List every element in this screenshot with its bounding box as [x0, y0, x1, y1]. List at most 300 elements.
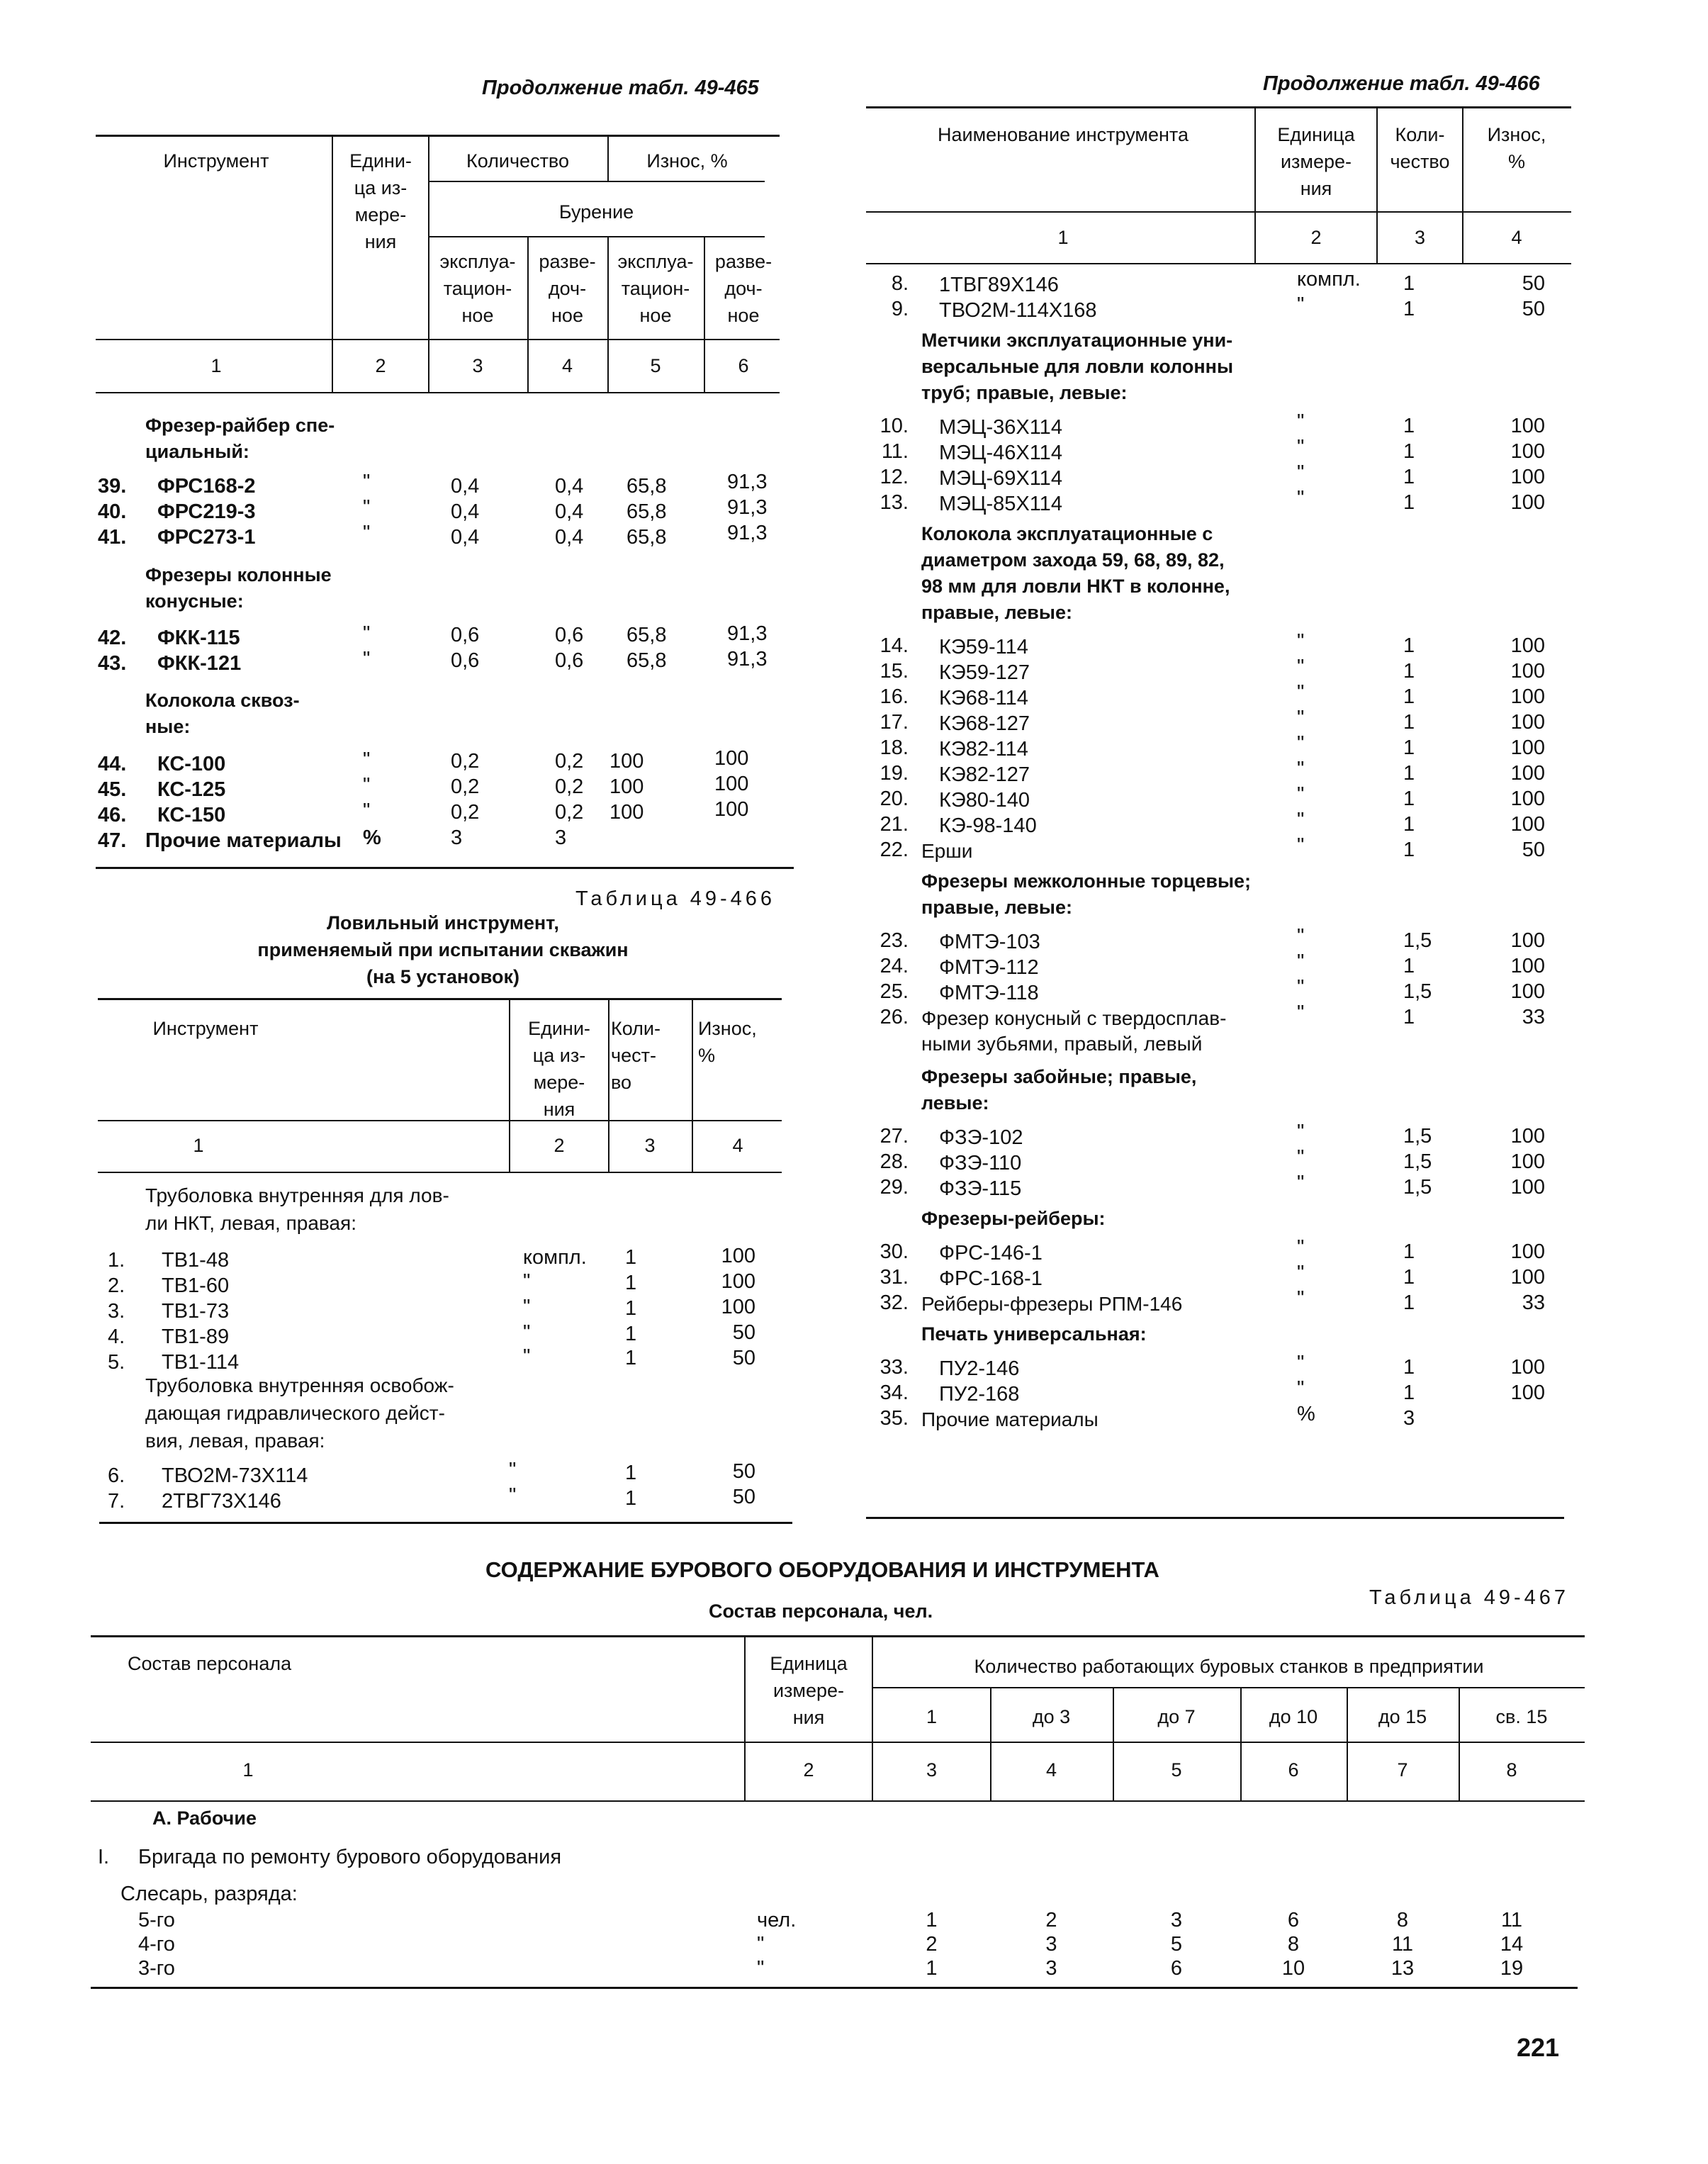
qty-exploitation: 0,6 — [451, 624, 480, 646]
quantity: 1,5 — [1403, 1150, 1432, 1173]
row-number: 7. — [108, 1490, 125, 1513]
instrument-name: КЭ59-114 — [939, 636, 1028, 658]
staff-count: 1 — [926, 1909, 938, 1932]
wear: 50 — [1522, 298, 1545, 320]
wear: 100 — [1510, 787, 1545, 810]
instrument-name: МЭЦ-85Х114 — [939, 493, 1062, 515]
unit: " — [523, 1296, 531, 1318]
quantity: 1 — [1403, 415, 1415, 437]
rule — [96, 135, 780, 137]
unit: % — [1297, 1403, 1315, 1425]
wear: 50 — [732, 1321, 755, 1344]
rule — [91, 1635, 1585, 1637]
rule — [91, 1987, 1578, 1989]
qty-exploitation: 3 — [451, 826, 463, 849]
wear: 100 — [1510, 440, 1545, 463]
wear: 100 — [1510, 1125, 1545, 1148]
quantity: 1 — [625, 1347, 637, 1369]
row-number: 19. — [880, 762, 909, 785]
qty-exploitation: 0,2 — [451, 750, 480, 773]
row-number: 46. — [98, 804, 127, 826]
group-title: Фрезеры-рейберы: — [921, 1208, 1106, 1229]
rule — [98, 998, 782, 1000]
instrument-name: ФЗЭ-115 — [939, 1177, 1022, 1200]
wear: 100 — [1510, 1176, 1545, 1199]
instrument-name: Прочие материалы — [921, 1408, 1099, 1430]
wear-exploitation: 100 — [609, 750, 644, 773]
col-number: 2 — [803, 1759, 814, 1781]
quantity: 1 — [1403, 1381, 1415, 1404]
wear: 100 — [721, 1270, 755, 1293]
quantity: 1 — [1403, 1266, 1415, 1289]
quantity: 1,5 — [1403, 929, 1432, 952]
instrument-name: ФРС-146-1 — [939, 1242, 1043, 1265]
col-drilling-header: Бурение — [558, 201, 634, 223]
unit: компл. — [523, 1246, 587, 1269]
rule — [91, 1800, 1585, 1802]
unit: " — [1297, 809, 1305, 831]
col-unit-header: Единица измере- ния — [1277, 124, 1355, 199]
group-title: Метчики эксплуатационные уни- версальные для ловли колонны труб; правые, левые: — [921, 330, 1234, 403]
col-number: 3 — [926, 1759, 938, 1781]
col3-header: 1 — [926, 1706, 938, 1727]
col-number: 4 — [732, 1135, 743, 1156]
wear-exploration: 91,3 — [727, 648, 768, 671]
col-number: 7 — [1397, 1759, 1408, 1781]
instrument-name: КЭ82-114 — [939, 738, 1028, 761]
group-a-title: А. Рабочие — [152, 1807, 257, 1829]
unit: " — [1297, 410, 1305, 433]
unit: " — [1297, 630, 1305, 653]
unit: " — [1297, 1172, 1305, 1194]
brigade-number: I. — [98, 1846, 110, 1868]
group-title: Колокола эксплуатационные с диаметром захода 59, 68, 89, 82, 98 мм для ловли НКТ в колонне, правые, левые: — [921, 523, 1230, 623]
unit: " — [1297, 976, 1305, 999]
col-number: 4 — [561, 355, 573, 376]
row-number: 29. — [880, 1176, 909, 1199]
rule — [99, 1522, 792, 1524]
col-qty-header: Коли- чест- во — [611, 1018, 661, 1093]
instrument-name: Рейберы-фрезеры РПМ-146 — [921, 1293, 1183, 1315]
col-number: 1 — [193, 1135, 204, 1156]
instrument-name: ФЗЭ-110 — [939, 1152, 1022, 1174]
rule — [96, 867, 794, 869]
wear-exploitation: 65,8 — [627, 500, 667, 523]
wear-exploration: 100 — [714, 773, 749, 795]
quantity: 1 — [625, 1297, 637, 1320]
instrument-name: Фрезер конусный с твердосплав- ными зубьями, правый, левый — [921, 1007, 1227, 1055]
quantity: 1,5 — [1403, 1176, 1432, 1199]
row-number: 4. — [108, 1325, 125, 1348]
group-title: Печать универсальная: — [921, 1323, 1147, 1345]
col4-header: разве- доч- ное — [539, 251, 596, 326]
wear: 100 — [1510, 415, 1545, 437]
unit: чел. — [757, 1909, 797, 1932]
instrument-name: КЭ80-140 — [939, 789, 1030, 812]
instrument-name: ТВ1-73 — [162, 1300, 230, 1323]
row-number: 35. — [880, 1407, 909, 1430]
col-unit-header: Единица измере- ния — [770, 1653, 848, 1728]
rule — [872, 1687, 1585, 1688]
quantity: 1 — [1403, 1291, 1415, 1314]
wear: 100 — [1510, 929, 1545, 952]
rank-name: 4-го — [138, 1933, 175, 1956]
unit: " — [363, 522, 371, 544]
rule — [96, 392, 780, 393]
col6-header: до 10 — [1269, 1706, 1318, 1727]
quantity: 1 — [1403, 839, 1415, 861]
staff-count: 5 — [1170, 1933, 1183, 1956]
instrument-name: ФКК-115 — [157, 627, 240, 649]
unit: " — [363, 496, 371, 519]
quantity: 1 — [625, 1272, 637, 1294]
col-number: 3 — [644, 1135, 656, 1156]
instrument-name: ТВО2М-73Х114 — [162, 1464, 308, 1487]
wear-exploration: 100 — [714, 798, 749, 821]
instrument-name: ФКК-121 — [157, 652, 242, 675]
unit: " — [363, 622, 371, 645]
wear: 100 — [1510, 980, 1545, 1003]
unit: " — [1297, 1262, 1305, 1284]
instrument-name: МЭЦ-69Х114 — [939, 467, 1062, 490]
row-number: 30. — [880, 1240, 909, 1263]
instrument-name: ТВ1-60 — [162, 1274, 230, 1297]
col-number: 6 — [738, 355, 749, 376]
wear: 100 — [1510, 711, 1545, 734]
staff-count: 3 — [1045, 1957, 1057, 1980]
col-number: 3 — [1414, 227, 1426, 248]
group-title: Фрезеры межколонные торцевые; правые, левые: — [921, 870, 1252, 918]
rule — [98, 1120, 782, 1121]
instrument-name: ФРС273-1 — [157, 526, 256, 549]
quantity: 1 — [1403, 762, 1415, 785]
quantity: 1 — [1403, 440, 1415, 463]
col-number: 5 — [1171, 1759, 1182, 1781]
wear-exploration: 91,3 — [727, 496, 768, 519]
unit: " — [1297, 293, 1305, 316]
wear: 100 — [721, 1245, 755, 1267]
table-467-label: Таблица 49-467 — [1369, 1586, 1570, 1609]
col-number: 2 — [554, 1135, 565, 1156]
table-467-subtitle: Состав персонала, чел. — [709, 1600, 933, 1622]
unit: " — [1297, 1377, 1305, 1400]
unit: " — [1297, 732, 1305, 755]
col-number: 8 — [1506, 1759, 1517, 1781]
wear: 50 — [732, 1347, 755, 1369]
unit: " — [523, 1321, 531, 1344]
unit: " — [1297, 436, 1305, 459]
rule — [866, 211, 1571, 213]
quantity: 1 — [625, 1462, 637, 1484]
row-number: 33. — [880, 1356, 909, 1379]
col-wear-header: Износ, % — [1487, 124, 1546, 172]
unit: " — [363, 800, 371, 822]
rank-name: 5-го — [138, 1909, 175, 1932]
rule — [428, 181, 765, 182]
col4-header: до 3 — [1032, 1706, 1071, 1727]
unit: " — [523, 1345, 531, 1368]
wear: 33 — [1522, 1006, 1545, 1028]
col-unit-header: Едини- ца из- мере- ния — [528, 1018, 590, 1120]
row-number: 23. — [880, 929, 909, 952]
row-number: 22. — [880, 839, 909, 861]
wear-exploitation: 65,8 — [627, 475, 667, 498]
staff-count: 14 — [1500, 1933, 1524, 1956]
wear-exploration: 91,3 — [727, 471, 768, 493]
left-table-caption: Продолжение табл. 49-465 — [482, 77, 759, 99]
qty-exploration: 0,6 — [555, 624, 584, 646]
wear: 50 — [732, 1486, 755, 1508]
unit: " — [1297, 951, 1305, 973]
instrument-name: ФРС-168-1 — [939, 1267, 1043, 1290]
staff-count: 3 — [1170, 1909, 1183, 1932]
staff-count: 19 — [1500, 1957, 1524, 1980]
instrument-name: ФМТЭ-118 — [939, 982, 1039, 1004]
row-number: 8. — [891, 272, 909, 295]
col5-header: эксплуа- тацион- ное — [617, 251, 694, 326]
wear: 100 — [1510, 491, 1545, 514]
row-number: 18. — [880, 736, 909, 759]
row-number: 25. — [880, 980, 909, 1003]
qty-exploitation: 0,4 — [451, 526, 480, 549]
unit: " — [757, 1933, 765, 1956]
rule — [866, 106, 1571, 108]
unit: компл. — [1297, 268, 1361, 291]
brigade-title: Бригада по ремонту бурового оборудования — [138, 1846, 562, 1868]
instrument-name: ТВ1-48 — [162, 1249, 230, 1272]
qty-exploration: 0,4 — [555, 475, 584, 498]
wear-exploitation: 65,8 — [627, 649, 667, 672]
qty-exploitation: 0,2 — [451, 801, 480, 824]
quantity: 1 — [1403, 466, 1415, 488]
row-number: 47. — [98, 829, 127, 852]
quantity: 1 — [625, 1487, 637, 1510]
col-unit-header: Едини- ца из- мере- ния — [349, 150, 412, 252]
instrument-name: 2ТВГ73Х146 — [162, 1490, 281, 1513]
group-title: Фрезеры забойные; правые, левые: — [921, 1066, 1197, 1114]
unit: " — [1297, 783, 1305, 806]
unit: " — [1297, 1352, 1305, 1374]
wear: 100 — [1510, 1356, 1545, 1379]
instrument-name: КЭ-98-140 — [939, 814, 1037, 837]
col-instrument-header: Инструмент — [152, 1018, 259, 1039]
instrument-name: ФРС168-2 — [157, 475, 256, 498]
wear: 50 — [732, 1460, 755, 1483]
instrument-name: КЭ68-127 — [939, 712, 1030, 735]
staff-count: 6 — [1170, 1957, 1183, 1980]
table-466-label: Таблица 49-466 — [575, 887, 776, 910]
wear-exploration: 100 — [714, 747, 749, 770]
staff-count: 6 — [1287, 1909, 1300, 1932]
wear: 100 — [1510, 634, 1545, 657]
wear: 100 — [1510, 736, 1545, 759]
row-number: 20. — [880, 787, 909, 810]
row-number: 16. — [880, 685, 909, 708]
col-count-header: Количество работающих буровых станков в предприятии — [974, 1656, 1484, 1677]
qty-exploration: 0,2 — [555, 750, 584, 773]
col-number: 3 — [472, 355, 483, 376]
rule — [98, 1172, 782, 1173]
quantity: 3 — [1403, 1407, 1415, 1430]
row-number: 45. — [98, 778, 127, 801]
instrument-name: КС-100 — [157, 753, 226, 775]
qty-exploration: 0,4 — [555, 526, 584, 549]
quantity: 1 — [1403, 491, 1415, 514]
unit: " — [1297, 656, 1305, 678]
instrument-name: КС-125 — [157, 778, 226, 801]
qty-exploration: 3 — [555, 826, 567, 849]
quantity: 1 — [1403, 1006, 1415, 1028]
col-instrument-header: Инструмент — [163, 150, 269, 172]
col-number: 4 — [1045, 1759, 1057, 1781]
row-number: 27. — [880, 1125, 909, 1148]
col-number: 2 — [1310, 227, 1322, 248]
instrument-name: МЭЦ-46Х114 — [939, 442, 1062, 464]
row-number: 21. — [880, 813, 909, 836]
col-number: 6 — [1288, 1759, 1299, 1781]
rule — [96, 339, 780, 340]
qty-exploration: 0,6 — [555, 649, 584, 672]
instrument-name: ТВО2М-114Х168 — [939, 299, 1097, 322]
row-number: 1. — [108, 1249, 125, 1272]
col-number: 5 — [650, 355, 661, 376]
row-number: 5. — [108, 1351, 125, 1374]
row-number: 24. — [880, 955, 909, 977]
col-name-header: Наименование инструмента — [937, 124, 1189, 145]
col-number: 1 — [210, 355, 222, 376]
group-title: Колокола сквоз- ные: — [145, 690, 300, 737]
group-title: Фрезеры колонные конусные: — [145, 564, 332, 612]
staff-count: 1 — [926, 1957, 938, 1980]
wear: 100 — [1510, 813, 1545, 836]
unit: " — [1297, 925, 1305, 948]
unit: " — [509, 1459, 517, 1481]
unit: " — [1297, 1002, 1305, 1024]
quantity: 1 — [1403, 685, 1415, 708]
group-title: Труболовка внутренняя освобож- дающая гидравлического дейст- вия, левая, правая: — [145, 1374, 454, 1452]
instrument-name: Ерши — [921, 840, 973, 862]
instrument-name: ФМТЭ-112 — [939, 956, 1039, 979]
quantity: 1,5 — [1403, 980, 1432, 1003]
quantity: 1 — [1403, 298, 1415, 320]
instrument-name: КЭ68-114 — [939, 687, 1028, 710]
row-number: 9. — [891, 298, 909, 320]
row-number: 41. — [98, 526, 127, 549]
instrument-name: ПУ2-168 — [939, 1383, 1020, 1406]
wear: 100 — [1510, 1240, 1545, 1263]
row-number: 40. — [98, 500, 127, 523]
wear: 100 — [1510, 1266, 1545, 1289]
qty-exploration: 0,2 — [555, 775, 584, 798]
unit: " — [1297, 707, 1305, 729]
staff-count: 2 — [926, 1933, 938, 1956]
instrument-name: КЭ59-127 — [939, 661, 1030, 684]
row-number: 12. — [880, 466, 909, 488]
wear: 100 — [1510, 1381, 1545, 1404]
row-number: 11. — [881, 440, 909, 463]
unit: " — [1297, 1287, 1305, 1310]
staff-count: 8 — [1396, 1909, 1409, 1932]
row-number: 6. — [108, 1464, 125, 1487]
wear: 100 — [721, 1296, 755, 1318]
col8-header: св. 15 — [1495, 1706, 1548, 1727]
unit: " — [363, 471, 371, 493]
row-number: 10. — [880, 415, 909, 437]
instrument-name: ТВ1-114 — [162, 1351, 240, 1374]
quantity: 1 — [1403, 660, 1415, 683]
row-number: 39. — [98, 475, 127, 498]
col-qty-header: Коли- чество — [1390, 124, 1450, 172]
qty-exploration: 0,2 — [555, 801, 584, 824]
right-table-caption: Продолжение табл. 49-466 — [1263, 72, 1540, 95]
row-number: 3. — [108, 1300, 125, 1323]
quantity: 1 — [1403, 1356, 1415, 1379]
qty-exploitation: 0,2 — [451, 775, 480, 798]
quantity: 1 — [1403, 272, 1415, 295]
instrument-name: МЭЦ-36Х114 — [939, 416, 1062, 439]
unit: " — [1297, 1236, 1305, 1259]
quantity: 1 — [1403, 813, 1415, 836]
row-number: 44. — [98, 753, 127, 775]
quantity: 1 — [625, 1246, 637, 1269]
col-number: 1 — [242, 1759, 254, 1781]
page-number: 221 — [1517, 2033, 1560, 2062]
section-heading: СОДЕРЖАНИЕ БУРОВОГО ОБОРУДОВАНИЯ И ИНСТРУМЕНТА — [485, 1557, 1159, 1582]
wear: 33 — [1522, 1291, 1545, 1314]
unit: " — [509, 1484, 517, 1507]
wear-exploitation: 100 — [609, 775, 644, 798]
quantity: 1 — [1403, 955, 1415, 977]
unit: " — [1297, 758, 1305, 780]
wear-exploration: 91,3 — [727, 622, 768, 645]
staff-count: 8 — [1287, 1933, 1300, 1956]
unit: " — [1297, 834, 1305, 857]
qty-exploitation: 0,6 — [451, 649, 480, 672]
col5-header: до 7 — [1157, 1706, 1196, 1727]
wear: 50 — [1522, 272, 1545, 295]
wear: 100 — [1510, 660, 1545, 683]
col-quantity-header: Количество — [466, 150, 569, 172]
staff-count: 11 — [1391, 1933, 1414, 1956]
col7-header: до 15 — [1378, 1706, 1427, 1727]
instrument-name: 1ТВГ89Х146 — [939, 274, 1059, 296]
instrument-name: ФМТЭ-103 — [939, 931, 1040, 953]
col-number: 1 — [1057, 227, 1069, 248]
wear: 100 — [1510, 685, 1545, 708]
wear-exploitation: 65,8 — [627, 526, 667, 549]
wear: 100 — [1510, 955, 1545, 977]
rule — [91, 1742, 1585, 1743]
quantity: 1 — [1403, 1240, 1415, 1263]
instrument-name: Прочие материалы — [145, 829, 342, 852]
wear: 50 — [1522, 839, 1545, 861]
unit: " — [1297, 1146, 1305, 1169]
row-number: 31. — [880, 1266, 909, 1289]
quantity: 1 — [625, 1323, 637, 1345]
quantity: 1,5 — [1403, 1125, 1432, 1148]
staff-count: 10 — [1281, 1957, 1305, 1980]
staff-count: 3 — [1045, 1933, 1057, 1956]
instrument-name: КС-150 — [157, 804, 226, 826]
row-number: 14. — [880, 634, 909, 657]
instrument-name: КЭ82-127 — [939, 763, 1030, 786]
unit: " — [1297, 1121, 1305, 1143]
rule — [866, 1517, 1564, 1519]
staff-count: 11 — [1500, 1909, 1523, 1932]
rule — [866, 263, 1571, 264]
quantity: 1 — [1403, 736, 1415, 759]
col3-header: эксплуа- тацион- ное — [439, 251, 516, 326]
